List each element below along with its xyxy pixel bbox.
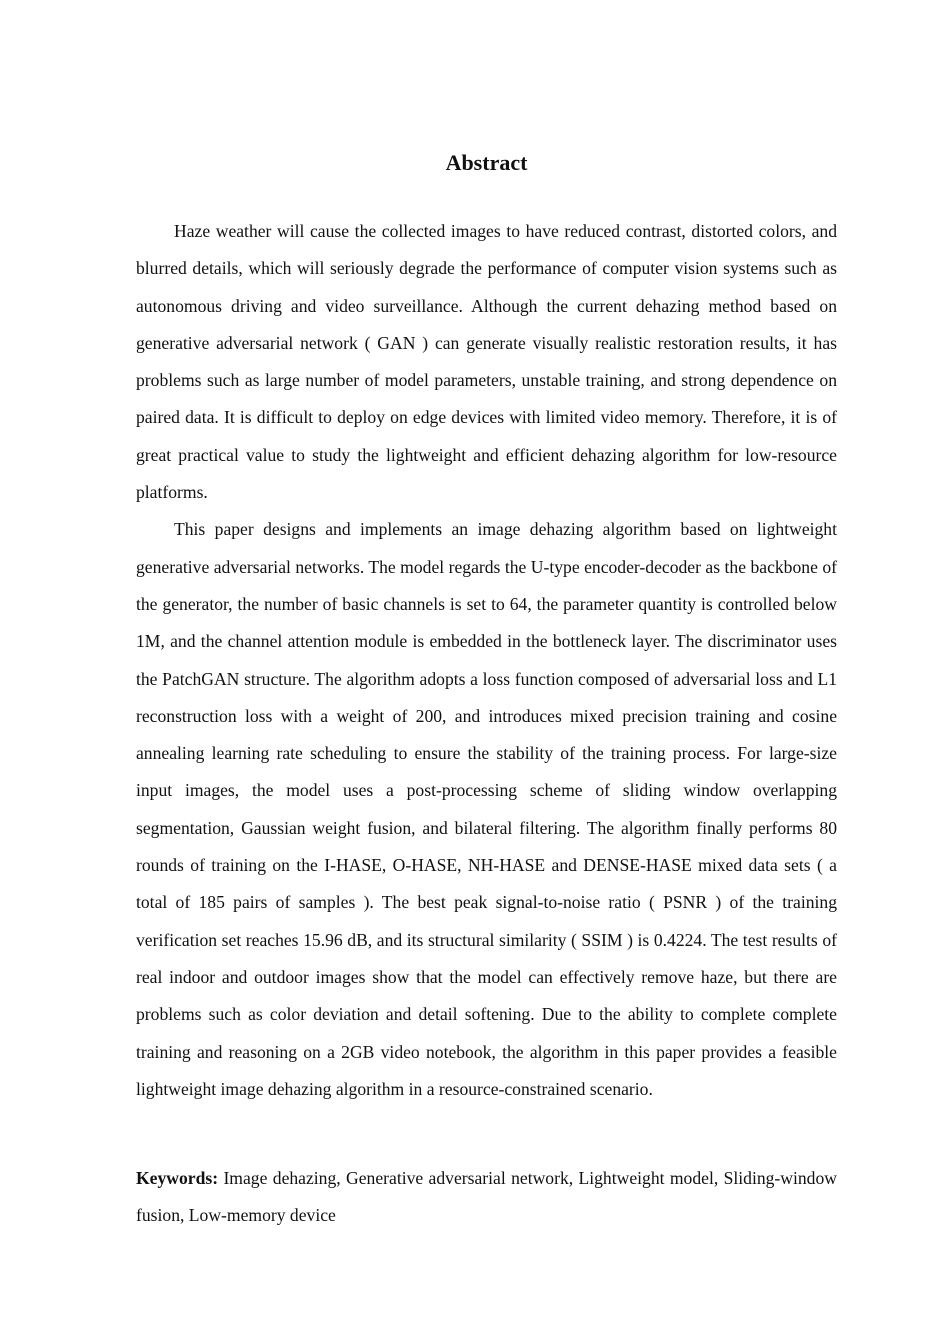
abstract-paragraph-2: This paper designs and implements an image dehazing algorithm based on lightweight generative adversarial networks. The model regards the U-type encoder-decoder as the backbone of the generator, the number of basic channels is set to 64, the parameter quantity is controlled below 1M, and the channel attention module is embedded in the bottleneck layer. The discriminator uses the PatchGAN structure. The algorithm adopts a loss function composed of adversarial loss and L1 reconstruction loss with a weight of 200, and introduces mixed precision training and cosine annealing learning rate scheduling to ensure the stability of the training process. For large-size input images, the model uses a post-processing scheme of sliding window overlapping segmentation, Gaussian weight fusion, and bilateral filtering. The algorithm finally performs 80 rounds of training on the I-HASE, O-HASE, NH-HASE and DENSE-HASE mixed data sets ( a total of 185 pairs of samples ). The best peak signal-to-noise ratio ( PSNR ) of the training verification set reaches 15.96 dB, and its structural similarity ( SSIM ) is 0.4224. The test results of real indoor and outdoor images show that the model can effectively remove haze, but there are problems such as color deviation and detail softening. Due to the ability to complete complete training and reasoning on a 2GB video notebook, the algorithm in this paper provides a feasible lightweight image dehazing algorithm in a resource-constrained scenario.	[136, 519, 837, 1099]
abstract-title: Abstract	[445, 150, 528, 175]
abstract-body	[136, 213, 837, 1108]
keywords-line	[136, 1160, 837, 1235]
keywords-text: Image dehazing, Generative adversarial network, Lightweight model, Sliding-window fusion, Low-memory device	[136, 1168, 837, 1226]
keywords-label: Keywords:	[136, 1168, 219, 1188]
abstract-paragraph-1: Haze weather will cause the collected images to have reduced contrast, distorted colors, and blurred details, which will seriously degrade the performance of computer vision systems such as autonomous driving and video surveillance. Although the current dehazing method based on generative adversarial network ( GAN ) can generate visually realistic restoration results, it has problems such as large number of model parameters, unstable training, and strong dependence on paired data. It is difficult to deploy on edge devices with limited video memory. Therefore, it is of great practical value to study the lightweight and efficient dehazing algorithm for low-resource platforms.	[136, 221, 837, 503]
